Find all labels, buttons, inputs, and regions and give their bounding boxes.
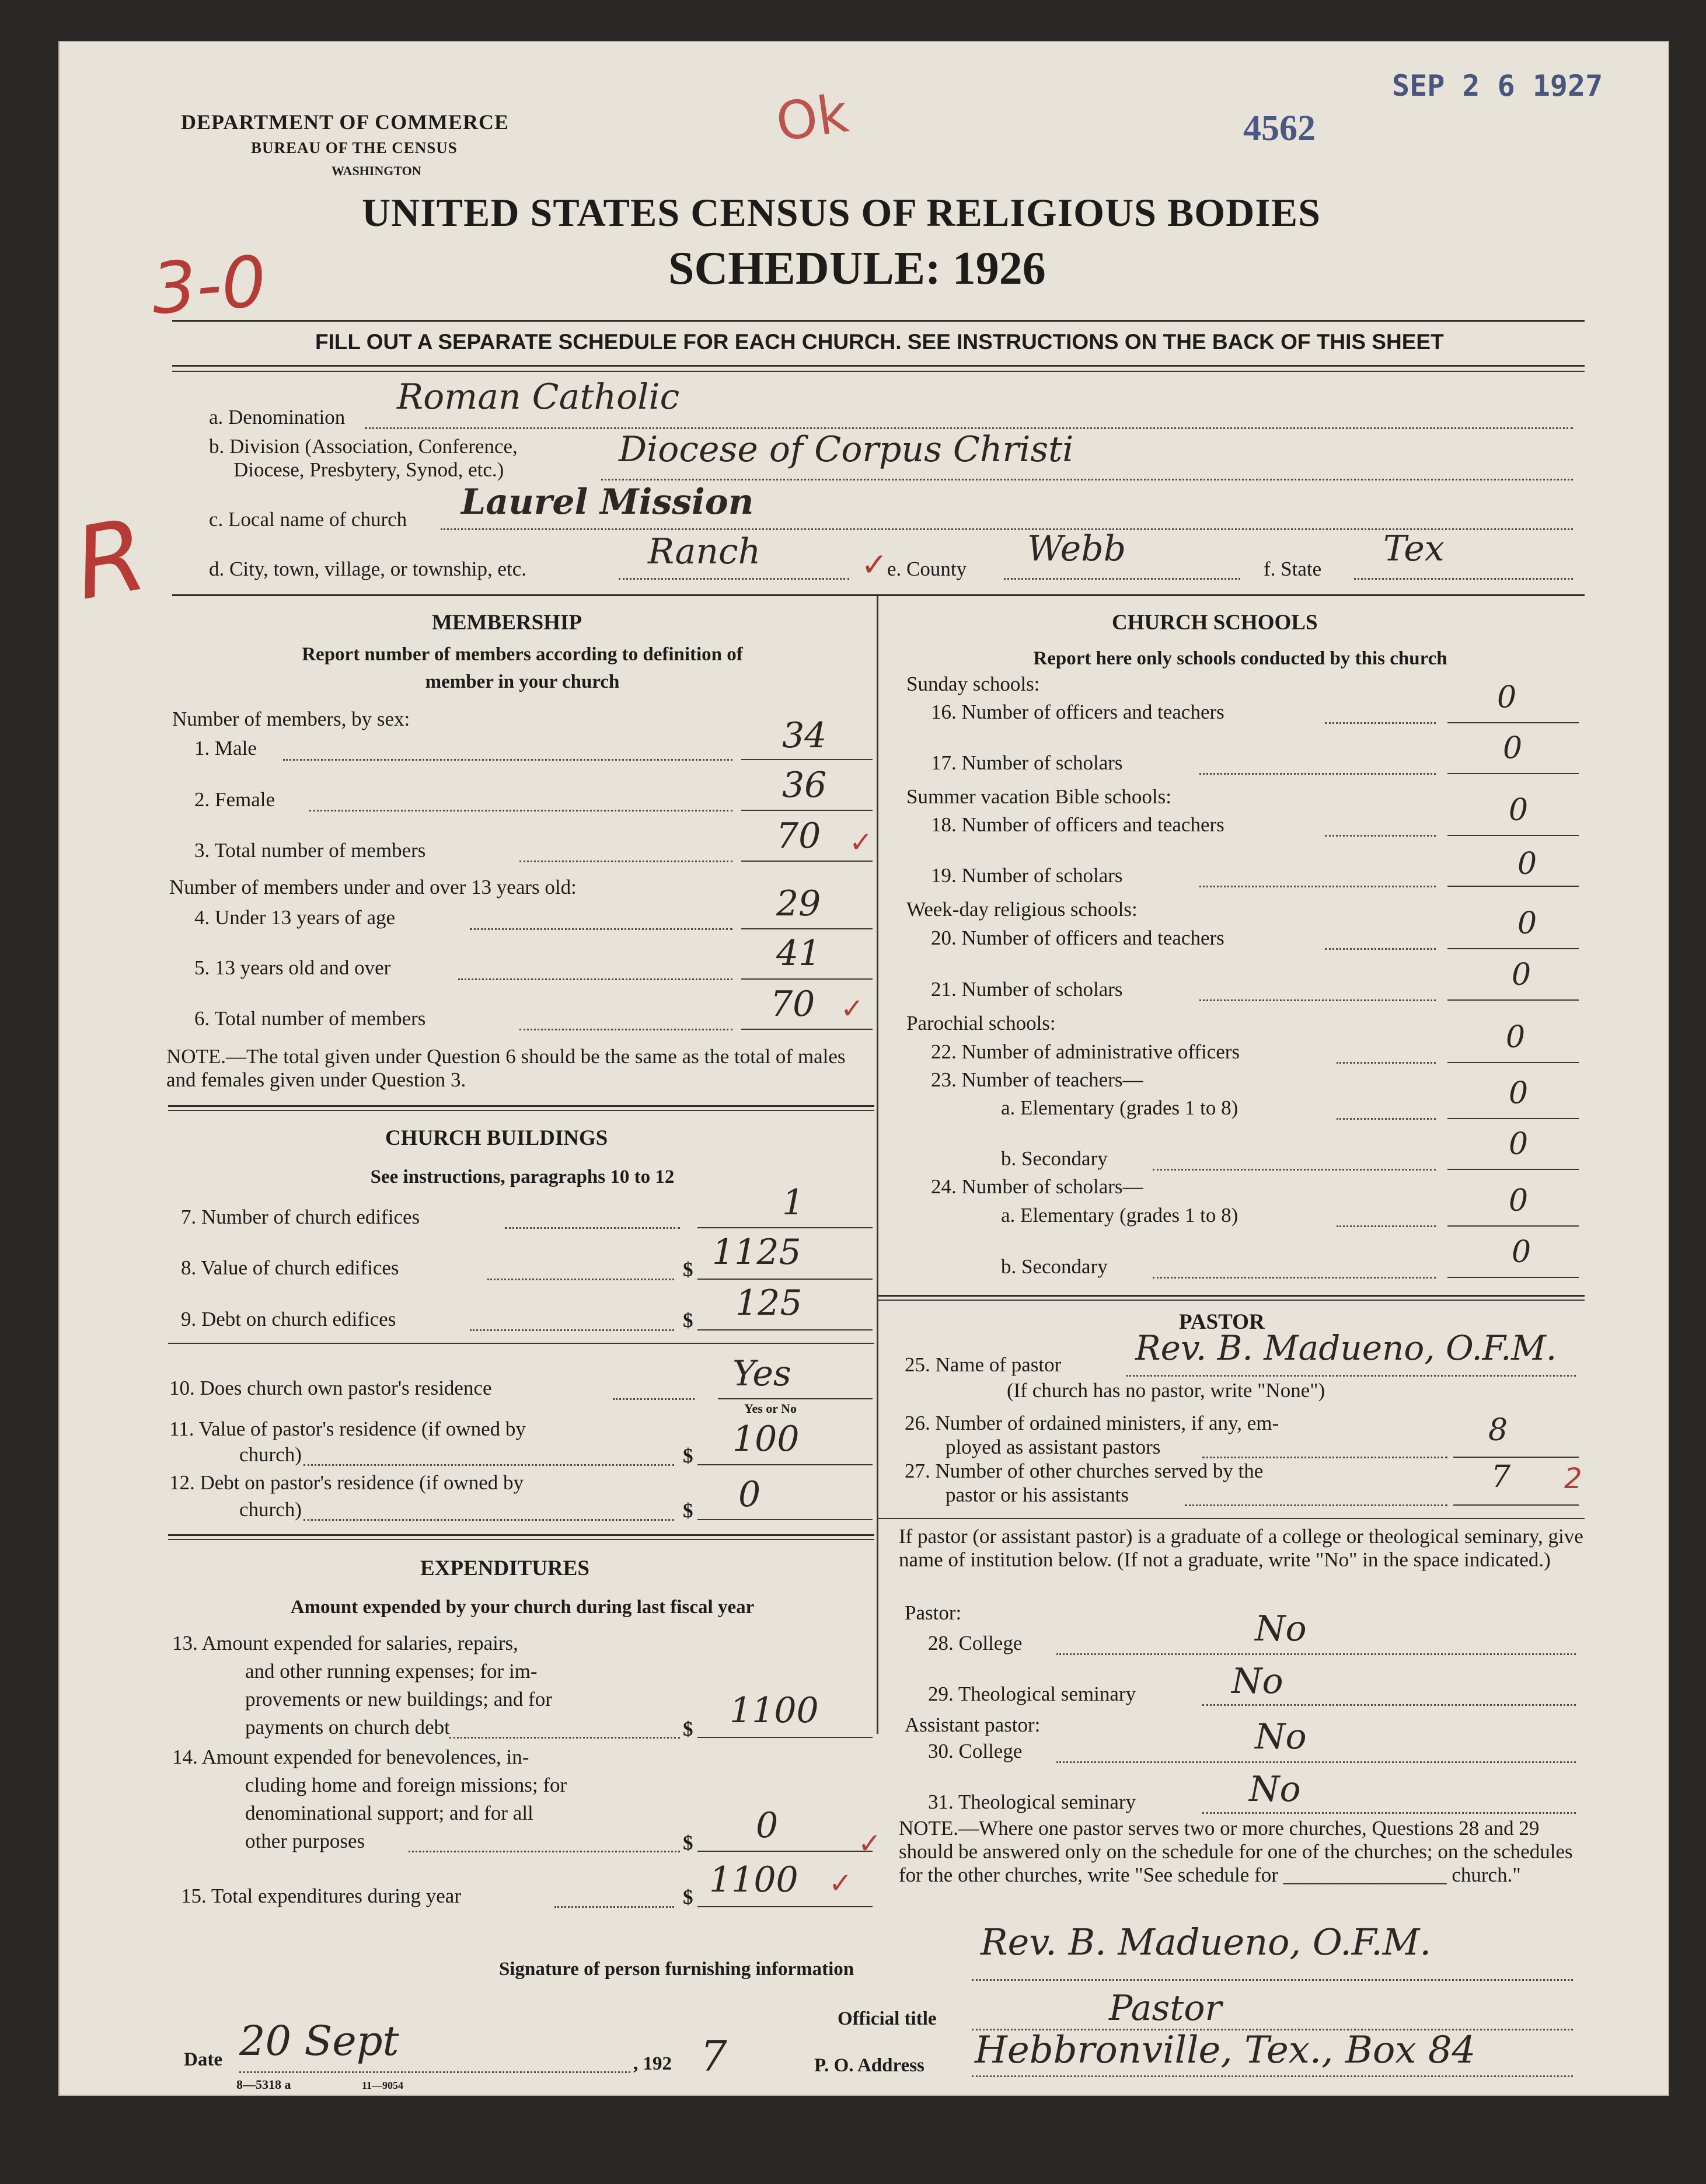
q19-label: 19. Number of scholars bbox=[931, 864, 1123, 887]
parochial-schools-label: Parochial schools: bbox=[906, 1012, 1056, 1034]
q24a-answer-line bbox=[1447, 1225, 1579, 1227]
division-label-2: Diocese, Presbytery, Synod, etc.) bbox=[233, 458, 504, 481]
q23b-leader bbox=[1153, 1169, 1436, 1171]
q14-answer-line bbox=[697, 1851, 873, 1852]
po-address-value[interactable]: Hebbronville, Tex., Box 84 bbox=[975, 2029, 1476, 2072]
q1-answer-line bbox=[741, 759, 873, 760]
q24b-leader bbox=[1153, 1277, 1436, 1279]
q18-leader bbox=[1325, 835, 1436, 837]
date-line bbox=[239, 2071, 630, 2073]
membership-title: MEMBERSHIP bbox=[432, 611, 582, 635]
identity-rule bbox=[172, 594, 1585, 596]
q13-label-4: payments on church debt bbox=[245, 1716, 450, 1739]
q15-label: 15. Total expenditures during year bbox=[181, 1885, 461, 1907]
state-label: f. State bbox=[1264, 558, 1322, 580]
fill-out-instructions: FILL OUT A SEPARATE SCHEDULE FOR EACH CHURCH. SEE INSTRUCTIONS ON THE BACK OF THIS SHEET bbox=[315, 330, 1444, 354]
county-line bbox=[1004, 578, 1240, 580]
q24a-value[interactable]: 0 bbox=[1509, 1183, 1529, 1218]
q15-dollar: $ bbox=[683, 1886, 693, 1908]
po-address-label: P. O. Address bbox=[814, 2055, 924, 2076]
q16-leader bbox=[1325, 722, 1436, 724]
q18-value[interactable]: 0 bbox=[1509, 793, 1529, 828]
q25-line bbox=[1126, 1375, 1576, 1377]
buildings-subtitle: See instructions, paragraphs 10 to 12 bbox=[370, 1166, 675, 1187]
q28-line bbox=[1056, 1653, 1576, 1655]
q10-value[interactable]: Yes bbox=[732, 1353, 791, 1394]
q1-male-value[interactable]: 34 bbox=[782, 715, 827, 756]
q30-label: 30. College bbox=[928, 1740, 1023, 1762]
q17-answer-line bbox=[1447, 773, 1579, 774]
buildings-rule bbox=[168, 1343, 874, 1344]
city-value[interactable]: Ranch bbox=[648, 531, 761, 572]
q1-male-label: 1. Male bbox=[194, 737, 257, 760]
buildings-end-rule-2 bbox=[168, 1539, 874, 1540]
q12-leader bbox=[303, 1519, 674, 1521]
city-line bbox=[619, 578, 849, 580]
q21-value[interactable]: 0 bbox=[1512, 957, 1531, 992]
under-over-label: Number of members under and over 13 years old: bbox=[169, 876, 577, 898]
membership-subtitle-2: member in your church bbox=[425, 671, 620, 692]
q23a-value[interactable]: 0 bbox=[1509, 1076, 1529, 1111]
q10-answer-line bbox=[718, 1398, 873, 1399]
summer-schools-label: Summer vacation Bible schools: bbox=[906, 785, 1171, 808]
received-date-stamp: SEP 2 6 1927 bbox=[1392, 69, 1603, 103]
q9-value[interactable]: 125 bbox=[735, 1283, 803, 1323]
q27-label-2: pastor or his assistants bbox=[946, 1483, 1129, 1506]
q16-value[interactable]: 0 bbox=[1497, 680, 1517, 715]
department-heading: DEPARTMENT OF COMMERCE bbox=[181, 110, 510, 134]
q26-leader bbox=[1202, 1457, 1447, 1458]
q24b-label: b. Secondary bbox=[1001, 1255, 1108, 1278]
q26-label-2: ployed as assistant pastors bbox=[946, 1436, 1161, 1458]
city-label: d. City, town, village, or township, etc. bbox=[209, 558, 527, 580]
q5-over13-label: 5. 13 years old and over bbox=[194, 956, 391, 979]
q11-leader bbox=[303, 1464, 674, 1466]
red-mark-r: R bbox=[66, 497, 155, 623]
yes-or-no-hint: Yes or No bbox=[744, 1401, 797, 1416]
q6-leader bbox=[519, 1029, 732, 1030]
instructions-rule-2 bbox=[172, 371, 1585, 372]
q20-value[interactable]: 0 bbox=[1517, 906, 1537, 941]
q29-value[interactable]: No bbox=[1231, 1661, 1283, 1702]
q10-label: 10. Does church own pastor's residence bbox=[169, 1377, 492, 1399]
q24b-answer-line bbox=[1447, 1277, 1579, 1278]
q12-value[interactable]: 0 bbox=[738, 1474, 761, 1515]
q1-leader bbox=[283, 759, 732, 761]
q7-leader bbox=[505, 1227, 680, 1229]
q22-value[interactable]: 0 bbox=[1506, 1020, 1526, 1055]
denomination-value[interactable]: Roman Catholic bbox=[397, 377, 680, 417]
q27-label-1: 27. Number of other churches served by the bbox=[905, 1460, 1264, 1482]
schedule-number-stamp: 4562 bbox=[1243, 109, 1316, 148]
q3-leader bbox=[519, 861, 732, 862]
red-check-city: ✓ bbox=[861, 546, 888, 583]
red-check-q3: ✓ bbox=[849, 826, 873, 859]
q24a-leader bbox=[1337, 1225, 1436, 1227]
q25-note: (If church has no pastor, write "None") bbox=[1007, 1379, 1325, 1402]
q9-label: 9. Debt on church edifices bbox=[181, 1308, 396, 1330]
sunday-schools-label: Sunday schools: bbox=[906, 673, 1040, 695]
top-rule bbox=[172, 320, 1585, 322]
form-title: UNITED STATES CENSUS OF RELIGIOUS BODIES bbox=[362, 190, 1321, 235]
q14-label-3: denominational support; and for all bbox=[245, 1802, 533, 1824]
q4-under13-label: 4. Under 13 years of age bbox=[194, 906, 396, 929]
state-line bbox=[1354, 578, 1573, 580]
division-line bbox=[601, 479, 1573, 480]
q23-label: 23. Number of teachers— bbox=[931, 1068, 1143, 1091]
q13-label-2: and other running expenses; for im- bbox=[245, 1660, 538, 1683]
expenditures-title: EXPENDITURES bbox=[420, 1556, 589, 1580]
q11-dollar: $ bbox=[683, 1444, 693, 1467]
q9-dollar: $ bbox=[683, 1309, 693, 1332]
q6-answer-line bbox=[741, 1029, 873, 1030]
po-address-line bbox=[972, 2075, 1573, 2077]
q27-value[interactable]: 7 bbox=[1491, 1460, 1511, 1495]
q14-value[interactable]: 0 bbox=[756, 1805, 779, 1846]
schools-rule bbox=[878, 1295, 1585, 1297]
q12-label-1: 12. Debt on pastor's residence (if owned by bbox=[169, 1471, 524, 1494]
q5-over13-value[interactable]: 41 bbox=[776, 933, 821, 974]
q31-line bbox=[1202, 1812, 1576, 1814]
q14-dollar: $ bbox=[683, 1831, 693, 1854]
q20-answer-line bbox=[1447, 948, 1579, 949]
red-mark-3-0: 3-0 bbox=[149, 241, 269, 330]
q16-label: 16. Number of officers and teachers bbox=[931, 701, 1224, 723]
q15-value[interactable]: 1100 bbox=[709, 1859, 798, 1900]
q24b-value[interactable]: 0 bbox=[1512, 1235, 1531, 1270]
q19-leader bbox=[1199, 886, 1436, 887]
q13-label-3: provements or new buildings; and for bbox=[245, 1688, 552, 1711]
schools-rule-2 bbox=[878, 1300, 1585, 1301]
q5-answer-line bbox=[741, 978, 873, 980]
q29-label: 29. Theological seminary bbox=[928, 1683, 1136, 1705]
q23b-answer-line bbox=[1447, 1169, 1579, 1170]
division-label-1: b. Division (Association, Conference, bbox=[209, 435, 518, 458]
q23a-label: a. Elementary (grades 1 to 8) bbox=[1001, 1096, 1238, 1119]
q4-answer-line bbox=[741, 928, 873, 929]
bureau-heading: BUREAU OF THE CENSUS bbox=[251, 139, 458, 156]
q8-leader bbox=[487, 1279, 674, 1280]
q8-dollar: $ bbox=[683, 1258, 693, 1281]
q22-leader bbox=[1337, 1062, 1436, 1064]
pastor-rule bbox=[878, 1518, 1585, 1519]
q24-label: 24. Number of scholars— bbox=[931, 1175, 1143, 1198]
q26-answer-line bbox=[1453, 1457, 1579, 1458]
q29-line bbox=[1202, 1704, 1576, 1706]
q2-answer-line bbox=[741, 810, 873, 811]
q6-total-value[interactable]: 70 bbox=[770, 984, 815, 1025]
q21-leader bbox=[1199, 999, 1436, 1001]
graduate-note: If pastor (or assistant pastor) is a graduate of a college or theological seminary, give name of institution below. (If not a graduate, write "No" in the space indicated.) bbox=[899, 1525, 1583, 1571]
q30-line bbox=[1056, 1761, 1576, 1763]
local-name-label: c. Local name of church bbox=[209, 508, 407, 531]
q2-female-value[interactable]: 36 bbox=[782, 765, 827, 806]
q13-label-1: 13. Amount expended for salaries, repairs, bbox=[172, 1632, 518, 1654]
official-title-value[interactable]: Pastor bbox=[1109, 1988, 1222, 2029]
q31-value[interactable]: No bbox=[1249, 1769, 1301, 1810]
q15-leader bbox=[554, 1906, 674, 1908]
q13-dollar: $ bbox=[683, 1718, 693, 1740]
denomination-label: a. Denomination bbox=[209, 406, 346, 429]
q17-label: 17. Number of scholars bbox=[931, 751, 1123, 774]
q8-label: 8. Value of church edifices bbox=[181, 1256, 399, 1279]
q13-value[interactable]: 1100 bbox=[730, 1690, 819, 1731]
q4-under13-value[interactable]: 29 bbox=[776, 883, 821, 924]
q9-leader bbox=[470, 1329, 674, 1331]
signature-value[interactable]: Rev. B. Madueno, O.F.M. bbox=[981, 1921, 1432, 1963]
q14-leader bbox=[409, 1851, 680, 1852]
q31-label: 31. Theological seminary bbox=[928, 1791, 1136, 1813]
q8-value[interactable]: 1125 bbox=[712, 1232, 801, 1273]
q28-label: 28. College bbox=[928, 1632, 1023, 1654]
q3-total-value[interactable]: 70 bbox=[776, 816, 821, 856]
q11-answer-line bbox=[697, 1464, 873, 1465]
q12-label-2: church) bbox=[239, 1498, 302, 1521]
q11-label-2: church) bbox=[239, 1443, 302, 1466]
q4-leader bbox=[470, 928, 732, 930]
schools-subtitle: Report here only schools conducted by this church bbox=[1033, 648, 1447, 669]
q27-leader bbox=[1185, 1504, 1447, 1506]
red-check-q6: ✓ bbox=[840, 992, 864, 1025]
q8-answer-line bbox=[697, 1279, 873, 1280]
q18-answer-line bbox=[1447, 835, 1579, 836]
q12-answer-line bbox=[697, 1519, 873, 1520]
q23b-label: b. Secondary bbox=[1001, 1147, 1108, 1170]
q24a-label: a. Elementary (grades 1 to 8) bbox=[1001, 1204, 1238, 1227]
members-by-sex-label: Number of members, by sex: bbox=[172, 708, 410, 730]
q17-value[interactable]: 0 bbox=[1503, 731, 1523, 766]
column-divider bbox=[877, 595, 878, 1734]
q25-label: 25. Name of pastor bbox=[905, 1353, 1062, 1376]
red-mark-top: Ok bbox=[772, 82, 852, 154]
q23a-leader bbox=[1337, 1118, 1436, 1120]
pastor-title: PASTOR bbox=[1179, 1310, 1265, 1334]
q22-answer-line bbox=[1447, 1062, 1579, 1063]
q13-answer-line bbox=[697, 1737, 873, 1738]
q14-label-2: cluding home and foreign missions; for bbox=[245, 1774, 567, 1796]
print-number: 11—9054 bbox=[362, 2079, 404, 2091]
q18-label: 18. Number of officers and teachers bbox=[931, 813, 1224, 836]
q23a-answer-line bbox=[1447, 1118, 1579, 1119]
q14-label-4: other purposes bbox=[245, 1830, 365, 1852]
schools-title: CHURCH SCHOOLS bbox=[1112, 611, 1318, 635]
q19-value[interactable]: 0 bbox=[1517, 847, 1537, 882]
q3-total-label: 3. Total number of members bbox=[194, 839, 426, 862]
date-label: Date bbox=[184, 2049, 222, 2070]
pastor-subhead: Pastor: bbox=[905, 1601, 962, 1624]
q6-total-label: 6. Total number of members bbox=[194, 1007, 426, 1030]
q12-dollar: $ bbox=[683, 1499, 693, 1522]
expenditures-subtitle: Amount expended by your church during last fiscal year bbox=[290, 1597, 755, 1618]
q16-answer-line bbox=[1447, 722, 1579, 723]
q21-label: 21. Number of scholars bbox=[931, 978, 1123, 1001]
date-value[interactable]: 20 Sept bbox=[239, 2017, 399, 2065]
membership-rule bbox=[168, 1105, 874, 1107]
weekday-schools-label: Week-day religious schools: bbox=[906, 898, 1138, 921]
q17-leader bbox=[1199, 773, 1436, 775]
red-mark-q27: 2 bbox=[1564, 1462, 1582, 1495]
q5-leader bbox=[458, 978, 732, 980]
county-value[interactable]: Webb bbox=[1027, 528, 1126, 569]
state-value[interactable]: Tex bbox=[1383, 528, 1445, 569]
instructions-rule bbox=[172, 365, 1585, 367]
q2-leader bbox=[309, 810, 732, 811]
city-heading: WASHINGTON bbox=[332, 163, 421, 178]
q25-value[interactable]: Rev. B. Madueno, O.F.M. bbox=[1135, 1328, 1557, 1368]
membership-note: NOTE.—The total given under Question 6 should be the same as the total of males and females given under Question 3. bbox=[166, 1045, 846, 1091]
q9-answer-line bbox=[697, 1329, 873, 1330]
form-number: 8—5318 a bbox=[236, 2077, 291, 2092]
red-check-q14: ✓ bbox=[858, 1827, 882, 1860]
division-value[interactable]: Diocese of Corpus Christi bbox=[619, 429, 1074, 470]
buildings-title: CHURCH BUILDINGS bbox=[385, 1126, 608, 1150]
pastor-note: NOTE.—Where one pastor serves two or more churches, Questions 28 and 29 should be answered only on the schedule for one of the churches; on the schedules for the other churches, write "See schedule for ________________ church." bbox=[899, 1817, 1573, 1886]
assistant-pastor-subhead: Assistant pastor: bbox=[905, 1713, 1041, 1736]
signature-label: Signature of person furnishing information bbox=[499, 1959, 854, 1980]
q19-answer-line bbox=[1447, 886, 1579, 887]
buildings-end-rule bbox=[168, 1534, 874, 1536]
q28-value[interactable]: No bbox=[1255, 1608, 1307, 1649]
local-name-value[interactable]: Laurel Mission bbox=[461, 482, 754, 523]
q27-answer-line bbox=[1453, 1504, 1579, 1506]
q7-label: 7. Number of church edifices bbox=[181, 1206, 420, 1228]
red-check-q15: ✓ bbox=[829, 1867, 853, 1900]
q13-leader bbox=[449, 1737, 680, 1739]
q7-value[interactable]: 1 bbox=[782, 1182, 805, 1223]
q26-value[interactable]: 8 bbox=[1488, 1413, 1508, 1448]
signature-line bbox=[972, 1979, 1573, 1981]
official-title-label: Official title bbox=[838, 2008, 937, 2029]
q11-label-1: 11. Value of pastor's residence (if owned by bbox=[169, 1417, 526, 1440]
membership-subtitle-1: Report number of members according to definition of bbox=[302, 644, 743, 665]
q11-value[interactable]: 100 bbox=[732, 1419, 800, 1460]
q30-value[interactable]: No bbox=[1255, 1716, 1307, 1757]
q22-label: 22. Number of administrative officers bbox=[931, 1040, 1240, 1063]
q20-label: 20. Number of officers and teachers bbox=[931, 926, 1224, 949]
q21-answer-line bbox=[1447, 999, 1579, 1001]
membership-rule-2 bbox=[168, 1110, 874, 1111]
q15-answer-line bbox=[697, 1906, 873, 1907]
year-prefix: , 192 bbox=[633, 2053, 672, 2074]
q7-answer-line bbox=[697, 1227, 873, 1228]
q26-label-1: 26. Number of ordained ministers, if any, em- bbox=[905, 1412, 1279, 1434]
q2-female-label: 2. Female bbox=[194, 788, 275, 811]
county-label: e. County bbox=[887, 558, 967, 580]
year-value[interactable]: 7 bbox=[700, 2032, 727, 2081]
schedule-title: SCHEDULE: 1926 bbox=[668, 243, 1046, 294]
q20-leader bbox=[1325, 948, 1436, 950]
q10-leader bbox=[613, 1398, 695, 1400]
q3-answer-line bbox=[741, 861, 873, 862]
q14-label-1: 14. Amount expended for benevolences, in- bbox=[172, 1746, 529, 1768]
q23b-value[interactable]: 0 bbox=[1509, 1127, 1529, 1162]
